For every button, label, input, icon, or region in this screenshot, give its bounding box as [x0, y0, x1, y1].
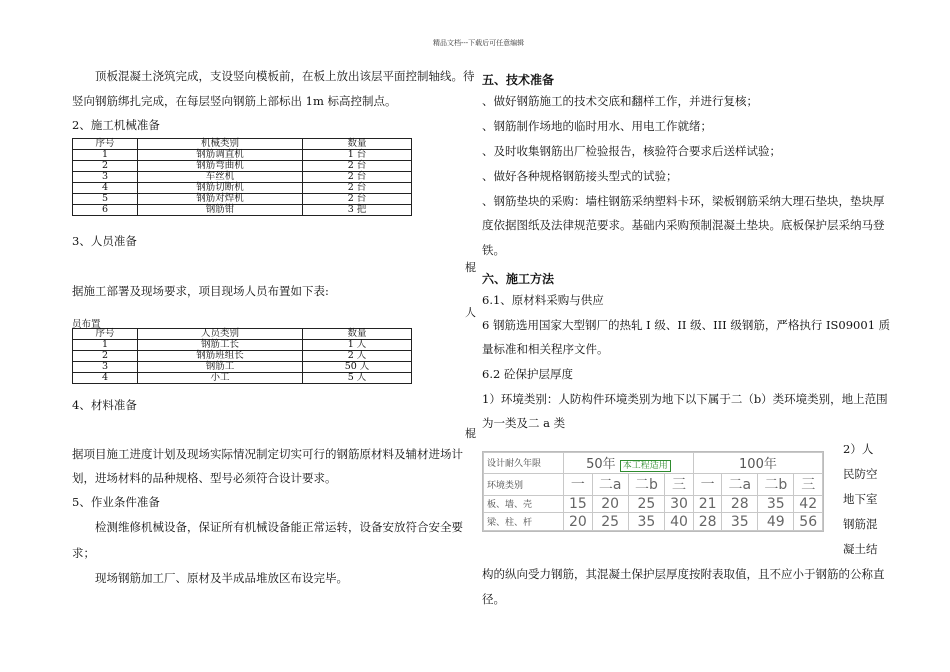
- cell: 2 台: [303, 161, 412, 172]
- cell: 钢筋对焊机: [138, 194, 303, 205]
- cell: 钢筋弯曲机: [138, 161, 303, 172]
- middle-glyph-1: 棍: [465, 261, 476, 274]
- env-col: 一: [564, 473, 593, 495]
- cell: 钢筋切断机: [138, 183, 303, 194]
- cell: 钢筋调直机: [138, 150, 303, 161]
- cell: 钢筋工长: [138, 340, 303, 351]
- durability-50-cell: [564, 453, 694, 474]
- cell: 28: [722, 495, 758, 513]
- staff-table-caption: 员布置: [72, 319, 101, 330]
- cell: 25: [592, 513, 628, 531]
- middle-glyph-2: 人: [465, 306, 476, 319]
- condition-line-1: 检测维修机械设备，保证所有机械设备能正常运转，设备安放符合安全要: [95, 520, 463, 534]
- cell: 2 台: [303, 183, 412, 194]
- table-row: [73, 205, 412, 216]
- material-line-1: 据项目施工进度计划及现场实际情况制定切实可行的钢筋原材料及辅材进场计: [72, 447, 463, 461]
- tech-item-2: 、钢筋制作场地的临时用水、用电工作就绪；: [482, 119, 712, 133]
- section-2-title: 2、施工机械准备: [72, 118, 160, 132]
- cell: 2: [73, 351, 138, 362]
- tech-item-5: 、钢筋垫块的采购：墙柱钢筋采纳塑料卡环，梁板钢筋采纳大理石垫块，垫块厚: [482, 194, 885, 208]
- table-row: [73, 183, 412, 194]
- cell: 小工: [138, 373, 303, 384]
- cell: 1 人: [303, 340, 412, 351]
- env-col: 二a: [722, 473, 758, 495]
- row-label: 板、墙、壳: [484, 495, 564, 513]
- after-table-line-1: 构的纵向受力钢筋，其混凝土保护层厚度按附表取值，且不应小于钢筋的公称直: [482, 567, 885, 581]
- cell: 1: [73, 340, 138, 351]
- cell: 30: [665, 495, 694, 513]
- condition-line-3: 现场钢筋加工厂、原材及半成品堆放区布设完毕。: [95, 571, 348, 585]
- table-row: [73, 340, 412, 351]
- side-text-5: 凝土结: [843, 542, 878, 556]
- section-6-1-title: 6.1、原材料采购与供应: [482, 293, 604, 307]
- cell: 6: [73, 205, 138, 216]
- cell: 20: [592, 495, 628, 513]
- intro-line-2: 竖向钢筋绑扎完成，在每层竖向钢筋上部标出 1m 标高控制点。: [72, 94, 397, 108]
- cell: 49: [758, 513, 794, 531]
- staff-intro: 据施工部署及现场要求，项目现场人员布置如下表:: [72, 284, 329, 298]
- cell: 15: [564, 495, 593, 513]
- middle-glyph-3: 棍: [465, 427, 476, 440]
- staff-header-no: 序号: [73, 329, 138, 340]
- condition-line-2: 求；: [72, 546, 95, 560]
- method-title: 六、施工方法: [482, 272, 555, 286]
- table-row: [484, 495, 823, 513]
- after-table-line-2: 径。: [482, 592, 505, 606]
- machine-header-no: 序号: [73, 139, 138, 150]
- cell: 钢筋班组长: [138, 351, 303, 362]
- cell: 2: [73, 161, 138, 172]
- row-label: 梁、柱、杆: [484, 513, 564, 531]
- env-label: 环境类别: [484, 473, 564, 495]
- cell: 3: [73, 172, 138, 183]
- page-header: 精品文档---下载后可任意编辑: [433, 39, 525, 47]
- cell: 35: [722, 513, 758, 531]
- cell: 2 台: [303, 194, 412, 205]
- cell: 4: [73, 373, 138, 384]
- year-100: 100年: [693, 453, 822, 474]
- cell: 28: [693, 513, 722, 531]
- cell: 5: [73, 194, 138, 205]
- cell: 50 人: [303, 362, 412, 373]
- cell: 1 台: [303, 150, 412, 161]
- machine-header-qty: 数量: [303, 139, 412, 150]
- env-col: 三: [665, 473, 694, 495]
- cell: 35: [758, 495, 794, 513]
- cell: 2 台: [303, 172, 412, 183]
- section-4-title: 4、材料准备: [72, 398, 137, 412]
- applicable-note: 本工程适用: [620, 460, 671, 472]
- material-line-2: 划，进场材料的品种规格、型号必须符合设计要求。: [72, 471, 337, 485]
- side-text-4: 钢筋混: [843, 517, 878, 531]
- cell: 40: [665, 513, 694, 531]
- env-col: 一: [693, 473, 722, 495]
- table-row: [484, 513, 823, 531]
- tech-item-4: 、做好各种规格钢筋接头型式的试验；: [482, 169, 678, 183]
- cell: 5 人: [303, 373, 412, 384]
- cell: 1: [73, 150, 138, 161]
- table-row: [73, 150, 412, 161]
- table-row: [73, 351, 412, 362]
- cell: 42: [794, 495, 823, 513]
- table-row: [73, 172, 412, 183]
- env-col: 三: [794, 473, 823, 495]
- tech-item-3: 、及时收集钢筋出厂检验报告，核验符合要求后送样试验；: [482, 144, 781, 158]
- staff-header-qty: 数量: [303, 329, 412, 340]
- cover-thickness-table: [482, 451, 824, 532]
- cell: 钢筋钳: [138, 205, 303, 216]
- side-text-2: 民防空: [843, 467, 878, 481]
- table-row: [73, 362, 412, 373]
- tech-item-5-line-2: 度依据图纸及法律规范要求。基础内采购预制混凝土垫块。底板保护层采纳马登: [482, 218, 885, 232]
- section-6-2-line-2: 为一类及二 a 类: [482, 416, 566, 430]
- cell: 4: [73, 183, 138, 194]
- section-3-title: 3、人员准备: [72, 234, 137, 248]
- tech-prep-title: 五、技术准备: [482, 73, 555, 87]
- cell: 3 把: [303, 205, 412, 216]
- cell: 25: [628, 495, 664, 513]
- section-6-1-line-2: 量标准和相关程序文件。: [482, 342, 609, 356]
- year-50: 50年: [586, 457, 616, 473]
- side-text-1: 2）人: [843, 442, 874, 456]
- section-6-2-title: 6.2 砼保护层厚度: [482, 367, 573, 381]
- machine-header-type: 机械类别: [138, 139, 303, 150]
- side-text-3: 地下室: [843, 492, 878, 506]
- cell: 车丝机: [138, 172, 303, 183]
- section-6-2-line-1: 1）环境类别：人防构件环境类别为地下以下属于二（b）类环境类别，地上范围: [482, 392, 888, 406]
- env-col: 二b: [758, 473, 794, 495]
- durability-label: 设计耐久年限: [484, 453, 564, 474]
- table-row: [73, 194, 412, 205]
- section-5-title: 5、作业条件准备: [72, 495, 160, 509]
- table-row: [73, 373, 412, 384]
- intro-line-1: 顶板混凝土浇筑完成，支设竖向模板前，在板上放出该层平面控制轴线。待: [95, 69, 475, 83]
- cell: 21: [693, 495, 722, 513]
- cell: 35: [628, 513, 664, 531]
- section-6-1-line-1: 6 钢筋选用国家大型钢厂的热轧 I 级、II 级、III 级钢筋，严格执行 IS09001 质: [482, 318, 891, 332]
- env-col: 二a: [592, 473, 628, 495]
- env-col: 二b: [628, 473, 664, 495]
- staff-table: [72, 328, 412, 384]
- tech-item-1: 、做好钢筋施工的技术交底和翻样工作，并进行复核；: [482, 94, 758, 108]
- cell: 钢筋工: [138, 362, 303, 373]
- staff-header-type: 人员类别: [138, 329, 303, 340]
- cell: 2 人: [303, 351, 412, 362]
- tech-item-5-line-3: 铁。: [482, 243, 505, 257]
- cell: 3: [73, 362, 138, 373]
- cell: 20: [564, 513, 593, 531]
- cell: 56: [794, 513, 823, 531]
- table-row: [73, 161, 412, 172]
- machine-table: [72, 138, 412, 216]
